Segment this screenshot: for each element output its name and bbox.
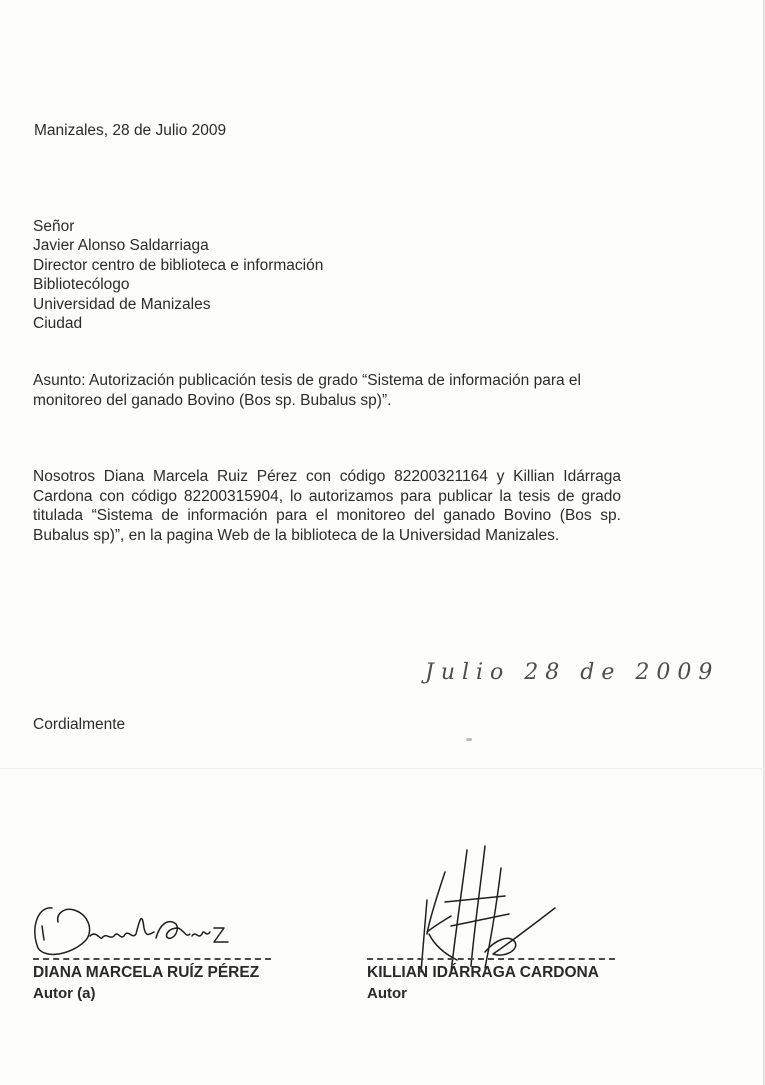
letter-subject: Asunto: Autorización publicación tesis de grado “Sistema de información para el monitoreo del ganado Bovino (Bos sp. Bubalus sp)”. — [33, 372, 581, 409]
signature-killian — [405, 842, 565, 982]
letter-body: Nosotros Diana Marcela Ruiz Pérez con código 82200321164 y Killian Idárraga Cardona con código 82200315904, lo autorizamos para publicar la tesis de grado titulada “Sistema de información para el monitoreo del ganado Bovino (Bos sp. Bubalus sp)”, en la pagina Web de la biblioteca de la Universidad Manizales. — [33, 468, 621, 544]
signer-role-diana: Autor (a) — [33, 985, 96, 1002]
signer-role-killian: Autor — [367, 985, 407, 1002]
recipient-profession: Bibliotecólogo — [33, 276, 130, 294]
recipient-institution: Universidad de Manizales — [33, 295, 211, 313]
letter-closing: Cordialmente — [33, 716, 126, 733]
paper-fold — [0, 768, 765, 769]
ink-smudge — [466, 738, 472, 741]
recipient-name: Javier Alonso Saldarriaga — [33, 237, 209, 255]
signer-name-killian: KILLIAN IDÁRRAGA CARDONA — [367, 964, 599, 981]
handwritten-date: Julio 28 de 2009 — [425, 660, 720, 685]
recipient-salutation: Señor — [33, 218, 75, 235]
recipient-position: Director centro de biblioteca e información — [33, 256, 324, 274]
signature-line-diana — [33, 958, 271, 960]
recipient-block — [33, 217, 323, 333]
signature-diana — [28, 888, 268, 958]
signer-name-diana: DIANA MARCELA RUÍZ PÉREZ — [33, 964, 260, 981]
letter-date: Manizales, 28 de Julio 2009 — [34, 122, 227, 139]
recipient-city: Ciudad — [33, 315, 83, 333]
signature-line-killian — [367, 958, 615, 960]
